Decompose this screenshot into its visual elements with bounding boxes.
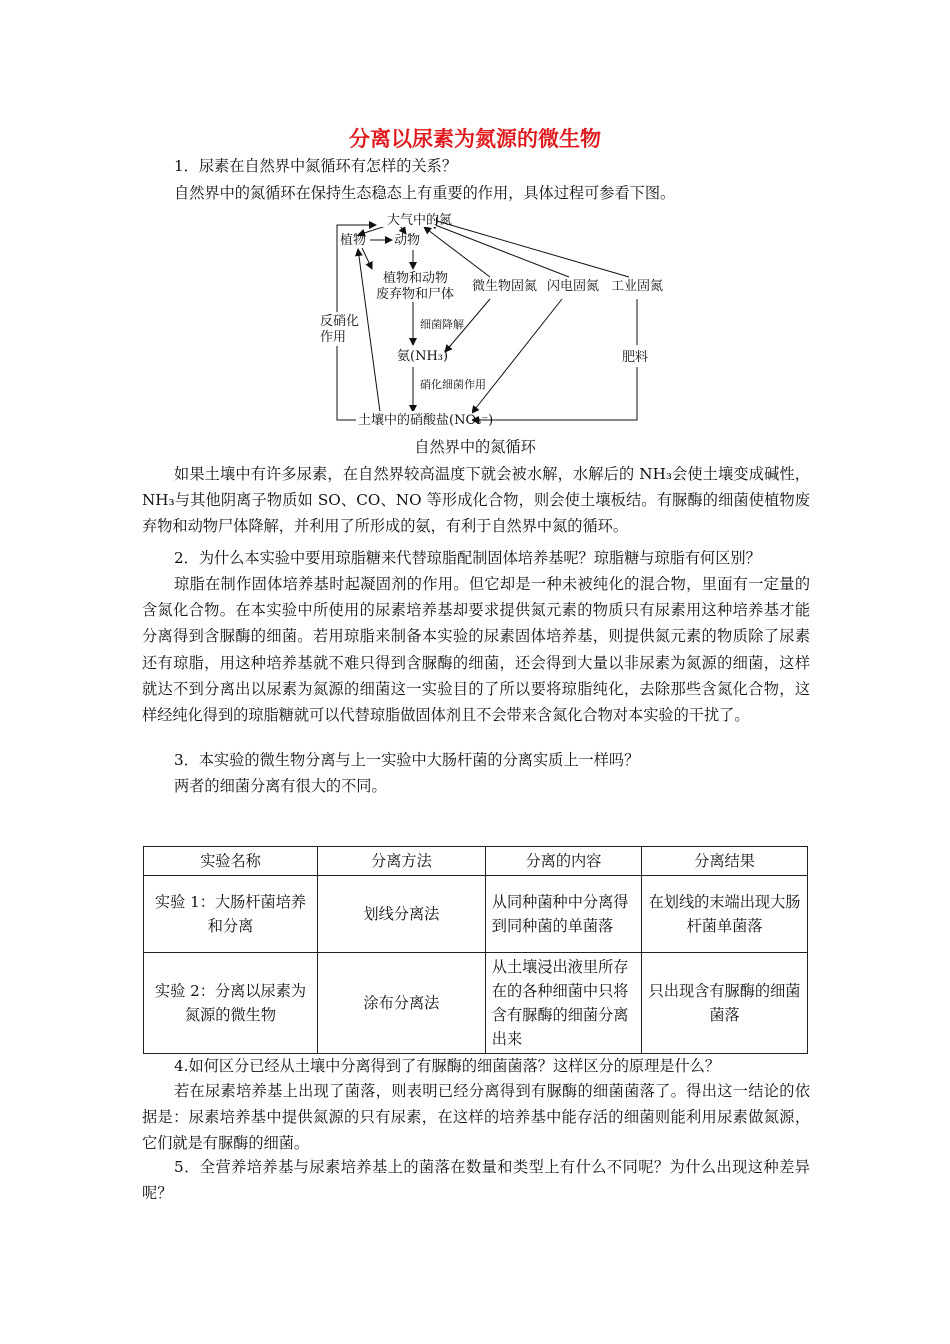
node-animals: 动物 [394,233,421,248]
node-soil-nitrate: 土壤中的硝酸盐(NO₃⁻) [358,413,494,428]
table-cell: 划线分离法 [317,876,485,953]
answer-3: 两者的细菌分离有很大的不同。 [174,777,387,795]
table-cell: 只出现含有脲酶的细菌菌落 [642,953,808,1054]
node-microbial-fixation: 微生物固氮 [472,279,538,294]
nitrogen-cycle-diagram [300,205,680,437]
table-header: 实验名称 [144,847,318,876]
answer-1: 自然界中的氮循环在保持生态稳态上有重要的作用，具体过程可参看下图。 [174,184,676,202]
comparison-table [143,846,808,1054]
table-row [144,953,808,1054]
question-3: 3．本实验的微生物分离与上一实验中大肠杆菌的分离实质上一样吗？ [174,751,640,769]
answer-2: 琼脂在制作固体培养基时起凝固剂的作用。但它却是一种未被纯化的混合物，里面有一定量的含氮化合物。在本实验中所使用的尿素培养基却要求提供氮元素的物质只有尿素用这种培养基才能分离得到含脲酶的细菌。若用琼脂来制备本实验的尿素固体培养基，则提供氮元素的物质除了尿素还有琼脂，用这种培养基就不难只得到含脲酶的细菌，还会得到大量以非尿素为氮源的细菌，这样就达不到分离出以尿素为氮源的细菌这一实验目的了所以要将琼脂纯化，去除那些含氮化合物，这样经纯化得到的琼脂糖就可以代替琼脂做固体剂且不会带来含氮化合物对本实验的干扰了。 [142,575,810,725]
table-row [144,876,808,953]
question-5: 5．全营养培养基与尿素培养基上的菌落在数量和类型上有什么不同呢？为什么出现这种差异呢？ [142,1158,810,1203]
question-4: 4.如何区分已经从土壤中分离得到了有脲酶的细菌菌落？这样区分的原理是什么？ [174,1057,721,1075]
table-header-row [144,847,808,876]
node-waste-line2: 废弃物和尸体 [376,287,455,302]
arrow-lightning-to-nitrate [472,299,562,413]
question-2: 2．为什么本实验中要用琼脂糖来代替琼脂配制固体培养基呢？琼脂糖与琼脂有何区别？ [174,549,761,567]
table-header: 分离的内容 [485,847,641,876]
answer-4: 若在尿素培养基上出现了菌落，则表明已经分离得到有脲酶的细菌菌落了。得出这一结论的依据是：尿素培养基中提供氮源的只有尿素，在这样的培养基中能存活的细菌则能利用尿素做氮源，它们就是有脲酶的细菌。 [142,1082,810,1153]
table-cell: 实验 2：分离以尿素为氮源的微生物 [144,953,318,1054]
arrow-microbial-to-air [424,227,490,277]
table-cell: 涂布分离法 [317,953,485,1054]
question-1: 1．尿素在自然界中氮循环有怎样的关系？ [174,157,458,175]
table-cell: 从土壤浸出液里所存在的各种细菌中只将含有脲酶的细菌分离出来 [485,953,641,1054]
node-fertilizer: 肥料 [622,350,649,365]
table-header: 分离方法 [317,847,485,876]
page-title: 分离以尿素为氮源的微生物 [349,127,601,151]
arrow-plant-to-waste [362,248,372,269]
arrow-lightning-to-air [430,223,569,277]
table-cell: 从同种菌种中分离得到同种菌的单菌落 [485,876,641,953]
answer-1-continued: 如果土壤中有许多尿素，在自然界较高温度下就会被水解，水解后的 NH₃会使土壤变成碱性，NH₃与其他阴离子物质如 SO、CO、NO 等形成化合物，则会使土壤板结。有脲酶的细菌使植物废弃物和动物尸体降解，并利用了所形成的氨，有利于自然界中氮的循环。 [142,465,810,536]
label-denitrification-2: 作用 [320,330,347,345]
node-atmosphere-nitrogen: 大气中的氮 [387,213,453,228]
label-nitrifying-bacteria: 硝化细菌作用 [420,378,486,391]
node-plants: 植物 [340,233,367,248]
table-cell: 在划线的末端出现大肠杆菌单菌落 [642,876,808,953]
node-lightning-fixation: 闪电固氮 [547,279,600,294]
arrow-fertilizer-to-nitrate [472,367,637,420]
table-header: 分离结果 [642,847,808,876]
node-waste-line1: 植物和动物 [383,271,449,286]
table-cell: 实验 1：大肠杆菌培养和分离 [144,876,318,953]
label-bacterial-decomposition: 细菌降解 [420,318,464,331]
node-ammonia: 氨(NH₃) [397,349,449,364]
label-denitrification-1: 反硝化 [320,314,360,329]
node-industrial-fixation: 工业固氮 [611,279,664,294]
arrow-nitrate-to-plant [358,249,380,412]
arrow-industrial-to-air [430,219,629,277]
diagram-caption: 自然界中的氮循环 [414,438,536,456]
